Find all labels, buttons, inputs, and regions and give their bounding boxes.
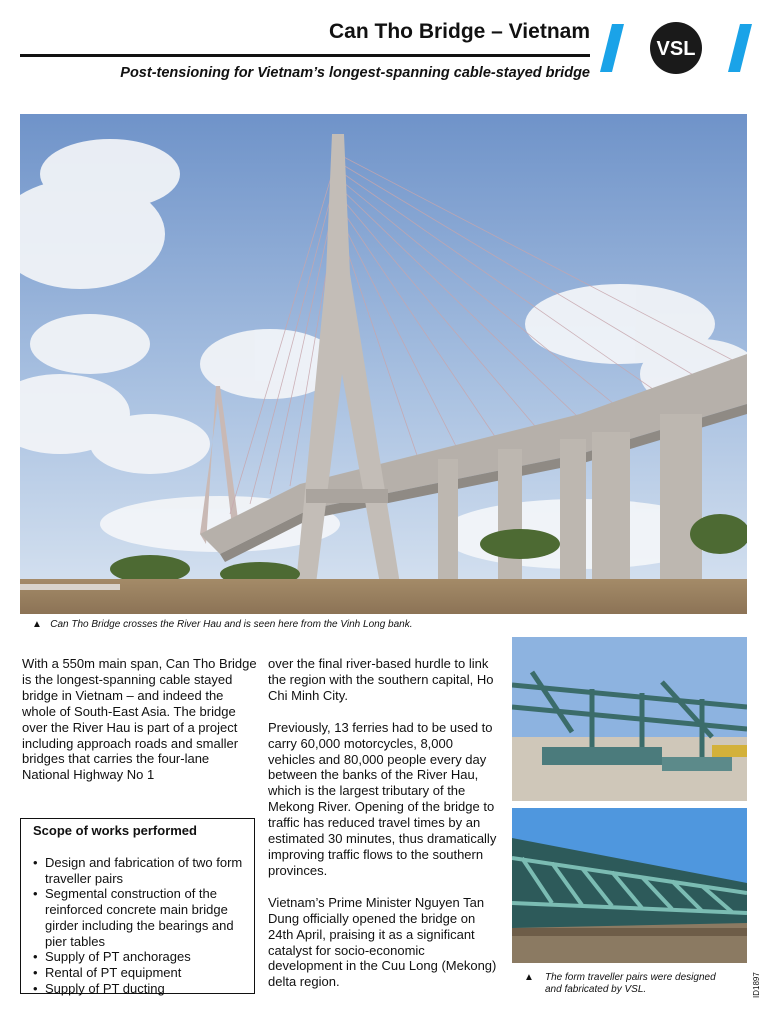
scope-item: • Segmental construction of the reinforced concrete main bridge girder including the bearings and pier tables (31, 886, 254, 949)
scope-item: • Rental of PT equipment (31, 965, 254, 981)
document-id: ID1897 (752, 972, 761, 998)
main-bridge-photo (20, 114, 747, 614)
vsl-logo (598, 22, 754, 74)
scope-title: Scope of works performed (33, 823, 197, 838)
middle-paragraph-2: Previously, 13 ferries had to be used to carry 60,000 motorcycles, 8,000 vehicles and 80,000 people every day between the banks of the River Hau, which is the largest tributary of the Mekong River. Opening of the bridge to traffic has reduced travel times by an estimated 30 minutes, thus dramatically improving traffic flows to the southern provinces. (268, 719, 497, 878)
left-column (22, 656, 258, 783)
page-title: Can Tho Bridge – Vietnam (329, 20, 590, 43)
scope-box (20, 818, 255, 994)
middle-paragraph-3: Vietnam’s Prime Minister Nguyen Tan Dung officially opened the bridge on 24th April, praising it as a significant catalyst for socio-economic development in the Cuu Long (Mekong) delta region. (268, 894, 497, 990)
scope-list (31, 855, 254, 996)
title-rule (20, 54, 590, 57)
page-subtitle: Post-tensioning for Vietnam’s longest-spanning cable-stayed bridge (120, 65, 590, 81)
caption-marker: ▲ (32, 619, 42, 630)
form-traveller-photo-2 (512, 808, 747, 963)
left-paragraph-1: With a 550m main span, Can Tho Bridge is the longest-spanning cable stayed bridge in Vietnam – and indeed the whole of South-East Asia. The bridge over the River Hau is part of a project including approach roads and smaller bridges that carries the four-lane National Highway No 1 (22, 656, 257, 783)
middle-paragraph-1: over the final river-based hurdle to link the region with the southern capital, Ho Chi Minh City. (268, 656, 494, 703)
scope-item: • Design and fabrication of two form traveller pairs (31, 855, 254, 886)
main-photo-caption (32, 619, 732, 631)
scope-item: • Supply of PT ducting (31, 981, 254, 997)
middle-column (268, 656, 498, 990)
form-traveller-photo-1 (512, 637, 747, 801)
main-photo-caption-text: Can Tho Bridge crosses the River Hau and is seen here from the Vinh Long bank. (50, 619, 413, 630)
vsl-logo-text: VSL (656, 38, 696, 60)
scope-item: • Supply of PT anchorages (31, 949, 254, 965)
caption-marker: ▲ (524, 972, 534, 983)
side-photos-caption (524, 972, 734, 996)
side-photos-caption-text: The form traveller pairs were designed and fabricated by VSL. (545, 972, 716, 995)
